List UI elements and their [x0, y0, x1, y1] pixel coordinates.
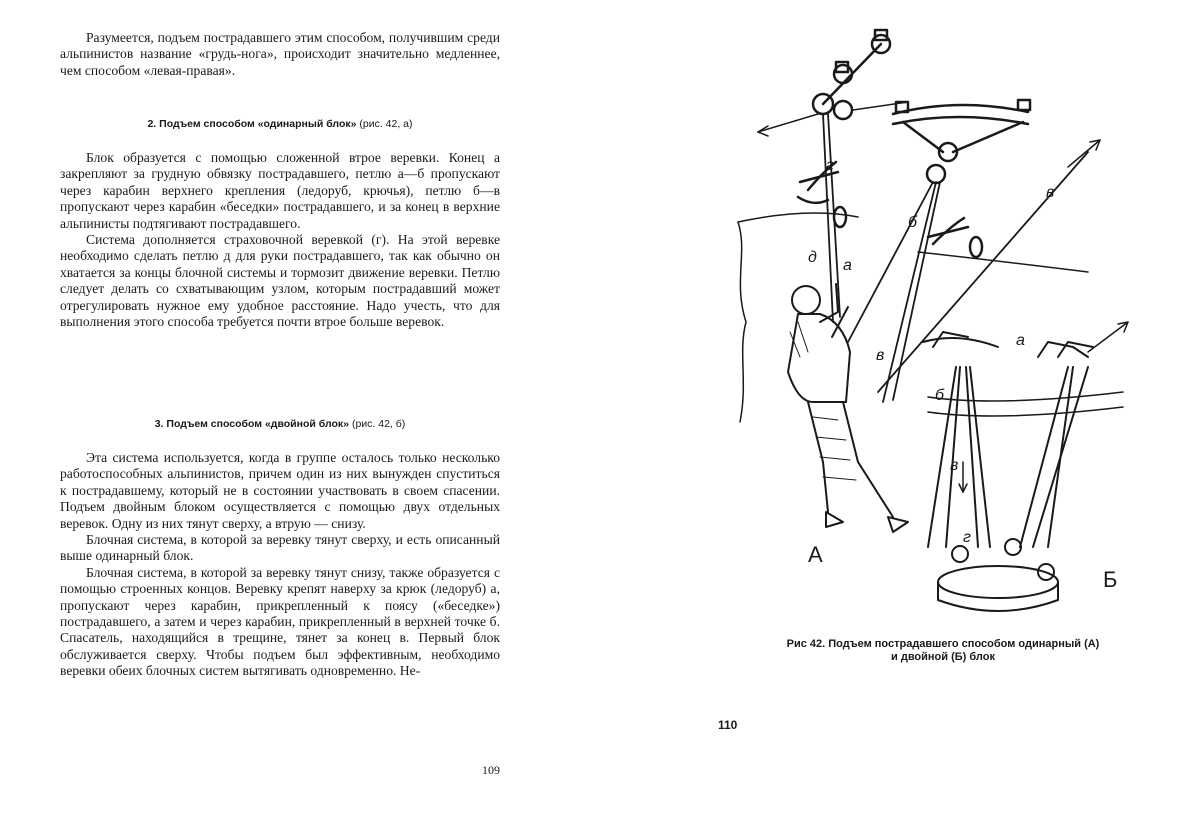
- caption-line: и двойной (Б) блок: [891, 651, 995, 663]
- paragraph: Эта система используется, когда в группе осталось только несколько работоспособных альпинистов, причем один из них вынужден спуститься к пострадавшему, который не в состоянии участвовать в своем спасении. Подъем двойным блоком осуществляется с помощью двух отдельных веревок. Одну из них тянут сверху, а втрую — снизу.: [60, 450, 500, 531]
- ice-edge-line: [738, 213, 858, 222]
- label-v2: в: [950, 457, 959, 474]
- caption-line: Рис 42. Подъем пострадавшего способом одинарный (А): [786, 638, 1100, 650]
- page-number: 109: [482, 763, 500, 777]
- right-page: [593, 0, 1187, 835]
- ice-edge-line: [918, 252, 1088, 272]
- climber-figure: [788, 284, 908, 532]
- left-page: [0, 0, 593, 835]
- label-b: б: [908, 214, 917, 231]
- paragraph: Разумеется, подъем пострадавшего этим способом, получившим среди альпинистов название «грудь-нога», происходит значительно медленнее, чем способом «левая-правая».: [60, 30, 500, 78]
- section-heading-single-block: [60, 118, 500, 130]
- arrow-v: [1068, 140, 1100, 167]
- rope: [828, 114, 840, 317]
- rock-wall-line: [738, 222, 746, 422]
- label-v-top: в: [1046, 184, 1055, 201]
- label-g2: г: [963, 529, 971, 546]
- label-figure-B: Б: [1103, 567, 1118, 592]
- paragraph: Система дополняется страховочной веревкой (г). На этой веревке необходимо сделать петлю д для руки пострадавшего, так как обычно он хватается за концы блочной системы и тормозит движение веревки. Петлю следует делать со схватывающим узлом, которым пострадавший может отрегулировать нужное ему удобное расстояние. Надо учесть, что для выполнения этого способа требуется почти втрое больше веревок.: [60, 232, 500, 330]
- rope-v: [878, 152, 1088, 392]
- label-a2: а: [1016, 332, 1025, 349]
- section-heading-double-block: [60, 418, 500, 430]
- label-figure-A: А: [808, 542, 823, 567]
- heading-ref: (рис. 42, б): [349, 418, 406, 430]
- label-g: г: [826, 157, 834, 174]
- label-a: а: [843, 257, 852, 274]
- heading-text: 3. Подъем способом «двойной блок»: [154, 418, 350, 430]
- paragraph: Блочная система, в которой за веревку тянут снизу, также образуется с помощью строенных концов. Веревку крепят наверху за крюк (ледоруб) а, пропускают через карабин, прикрепленный к поясу («беседке») пострадавшего, а затем и через карабин, прикрепленный в верхней точке б. Спасатель, находящийся в трещине, тянет за конец в. Первый блок обслуживается сверху. Чтобы подъем был эффективным, необходимо веревки обеих блочных систем вытягивать одновременно. Не-: [60, 564, 500, 679]
- paragraph: Блочная система, в которой за веревку тянут сверху, и есть описанный выше одинарный блок.: [60, 532, 500, 564]
- ice-axe-left: [798, 162, 846, 227]
- single-block-text: [60, 150, 500, 330]
- double-block-text: [60, 450, 500, 680]
- intro-text: [60, 30, 500, 79]
- label-v: в: [876, 347, 885, 364]
- second-anchor-bar: [893, 100, 1030, 183]
- figure-caption: [743, 638, 1143, 664]
- heading-text: 2. Подъем способом «одинарный блок»: [147, 118, 357, 130]
- label-d: д: [808, 249, 817, 266]
- rope: [848, 182, 933, 342]
- paragraph: Блок образуется с помощью сложенной втрое веревки. Конец а закрепляют за грудную обвязку пострадавшего, петлю а—б пропускают через карабин верхнего крепления (ледоруб, крючья), петлю б—в пропускают через карабин «беседки» пострадавшего, и за конец в верхние альпинисты подтягивают пострадавшего.: [60, 150, 500, 231]
- heading-ref: (рис. 42, а): [356, 118, 413, 130]
- label-b2: б: [935, 387, 944, 404]
- top-anchor-pulley: [758, 30, 908, 136]
- ice-axe-right: [928, 218, 982, 257]
- rope-g: [823, 114, 833, 322]
- figure-42-illustration: [728, 22, 1168, 622]
- page-number: 110: [718, 718, 738, 732]
